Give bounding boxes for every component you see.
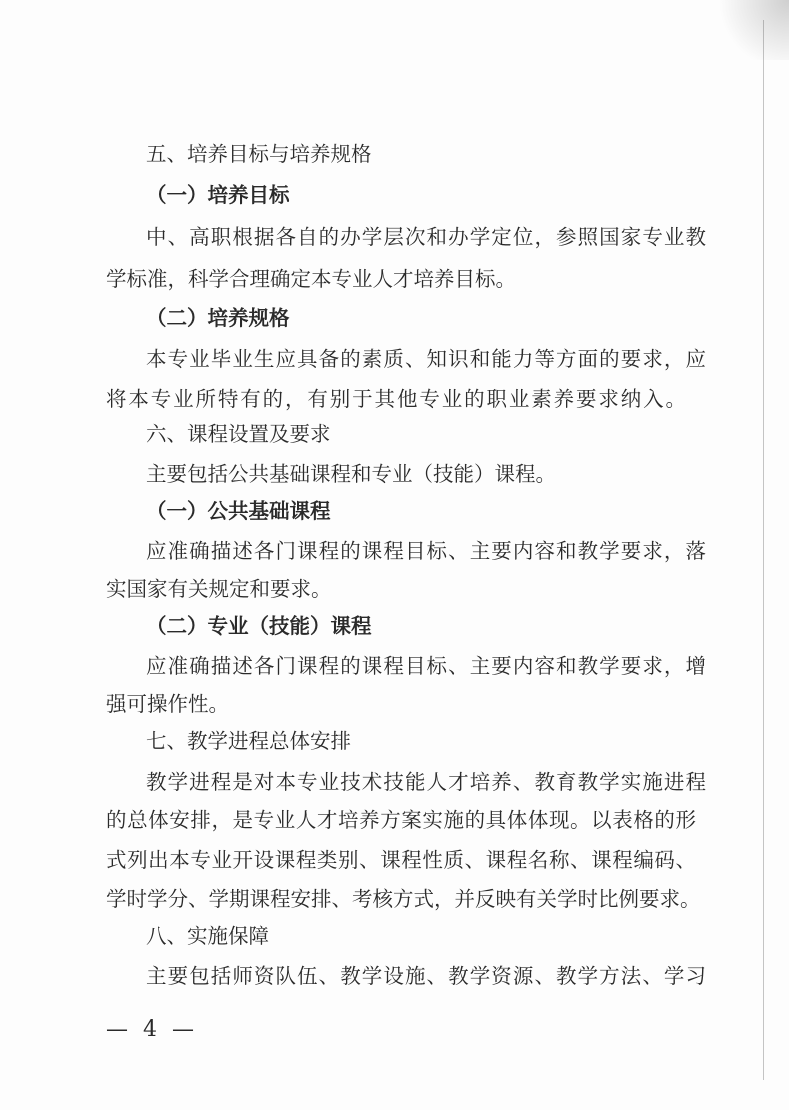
paragraph-line: 本专业毕业生应具备的素质、知识和能力等方面的要求，应: [146, 347, 706, 371]
paragraph-line: 主要包括师资队伍、教学设施、教学资源、教学方法、学习: [146, 964, 706, 988]
paragraph-line: 中、高职根据各自的办学层次和办学定位，参照国家专业教: [146, 225, 706, 249]
paragraph-line: 式列出本专业开设课程类别、课程性质、课程名称、课程编码、: [106, 848, 696, 872]
paragraph-line: 主要包括公共基础课程和专业（技能）课程。: [146, 462, 556, 486]
section-heading-eight: 八、实施保障: [146, 924, 269, 948]
paragraph-line: 教学进程是对本专业技术技能人才培养、教育教学实施进程: [146, 770, 706, 794]
subheading-training-specs: （二）培养规格: [146, 306, 290, 330]
paragraph-line: 将本专业所特有的，有别于其他专业的职业素养要求纳入。: [106, 387, 686, 411]
paragraph-line: 实国家有关规定和要求。: [106, 577, 332, 601]
page-number: — 4 —: [106, 1017, 198, 1042]
scan-shadow: [709, 0, 789, 60]
paragraph-line: 应准确描述各门课程的课程目标、主要内容和教学要求，增: [146, 654, 706, 678]
paragraph-line: 的总体安排，是专业人才培养方案实施的具体体现。以表格的形: [106, 808, 696, 832]
paragraph-line: 强可操作性。: [106, 692, 229, 716]
section-heading-seven: 七、教学进程总体安排: [146, 729, 351, 753]
scan-edge-line: [763, 20, 764, 1080]
section-heading-five: 五、培养目标与培养规格: [146, 142, 372, 166]
paragraph-line: 学标准，科学合理确定本专业人才培养目标。: [106, 267, 516, 291]
subheading-professional-courses: （二）专业（技能）课程: [146, 614, 372, 638]
paragraph-line: 学时学分、学期课程安排、考核方式，并反映有关学时比例要求。: [106, 887, 701, 911]
paragraph-line: 应准确描述各门课程的课程目标、主要内容和教学要求，落: [146, 539, 706, 563]
section-heading-six: 六、课程设置及要求: [146, 422, 331, 446]
subheading-public-courses: （一）公共基础课程: [146, 499, 331, 523]
subheading-training-goal: （一）培养目标: [146, 183, 290, 207]
